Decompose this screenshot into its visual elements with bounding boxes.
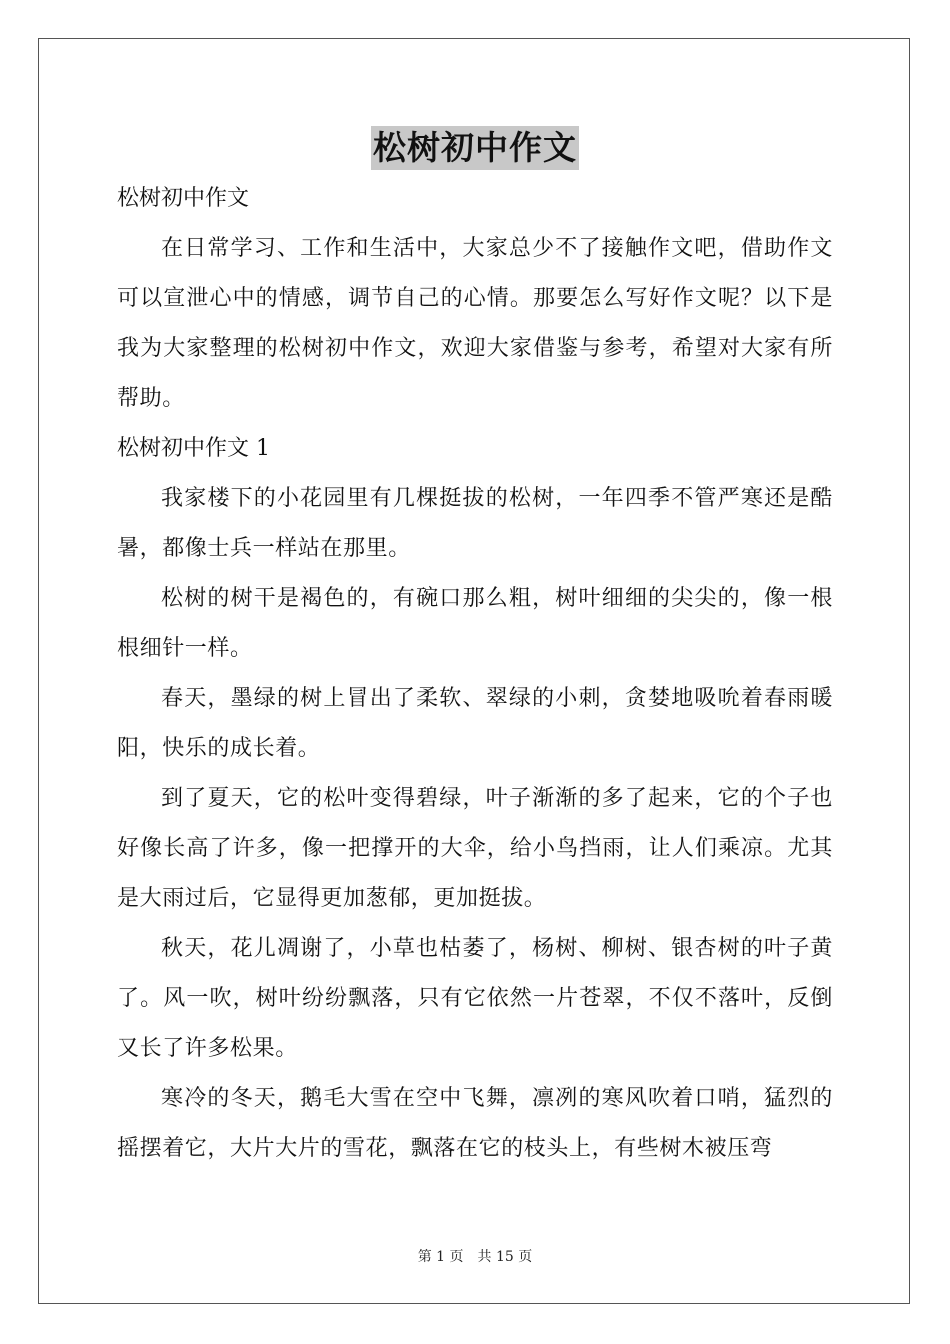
body-paragraph: 我家楼下的小花园里有几棵挺拔的松树，一年四季不管严寒还是酷暑，都像士兵一样站在那里。 <box>117 486 833 561</box>
document-title: 松树初中作文 <box>371 126 579 170</box>
body-paragraph: 春天，墨绿的树上冒出了柔软、翠绿的小刺，贪婪地吸吮着春雨暖阳，快乐的成长着。 <box>117 686 833 761</box>
document-subtitle: 松树初中作文 <box>117 186 250 211</box>
intro-paragraph: 在日常学习、工作和生活中，大家总少不了接触作文吧，借助作文可以宣泄心中的情感，调节自己的心情。那要怎么写好作文呢？以下是我为大家整理的松树初中作文，欢迎大家借鉴与参考，希望对大家有所帮助。 <box>117 236 833 411</box>
body-paragraph: 松树的树干是褐色的，有碗口那么粗，树叶细细的尖尖的，像一根根细针一样。 <box>117 586 833 661</box>
body-paragraph: 秋天，花儿凋谢了，小草也枯萎了，杨树、柳树、银杏树的叶子黄了。风一吹，树叶纷纷飘落，只有它依然一片苍翠，不仅不落叶，反倒又长了许多松果。 <box>117 936 833 1061</box>
body-paragraph: 到了夏天，它的松叶变得碧绿，叶子渐渐的多了起来，它的个子也好像长高了许多，像一把撑开的大伞，给小鸟挡雨，让人们乘凉。尤其是大雨过后，它显得更加葱郁，更加挺拔。 <box>117 786 833 911</box>
body-paragraph: 寒冷的冬天，鹅毛大雪在空中飞舞，凛冽的寒风吹着口哨，猛烈的摇摆着它，大片大片的雪花，飘落在它的枝头上，有些树木被压弯 <box>117 1086 833 1161</box>
page-number-footer: 第 1 页 共 15 页 <box>417 1249 533 1265</box>
section-heading: 松树初中作文 1 <box>117 436 270 461</box>
document-body <box>117 174 833 1174</box>
title-area <box>0 126 950 170</box>
